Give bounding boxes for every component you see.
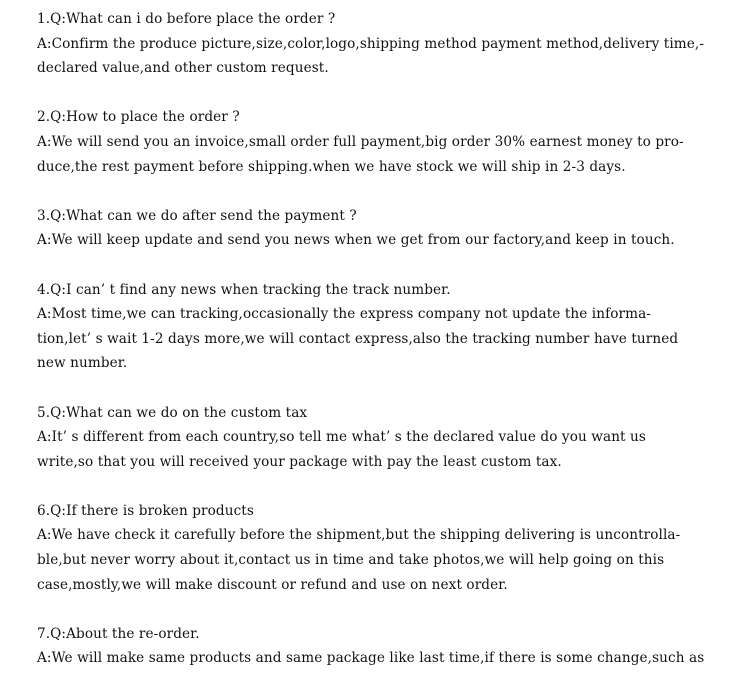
- faq-answer-line: A:It’ s different from each country,so tell me what’ s the declared value do you want us: [37, 429, 646, 446]
- faq-item-5: [37, 401, 717, 475]
- faq-answer-line: duce,the rest payment before shipping.when we have stock we will ship in 2-3 days.: [37, 158, 626, 175]
- faq-item-1: [37, 7, 717, 81]
- faq-item-7: [37, 622, 717, 671]
- faq-answer-line: A:We will send you an invoice,small order full payment,big order 30% earnest money to pro-: [37, 133, 684, 150]
- faq-answer-line: A:We have check it carefully before the shipment,but the shipping delivering is uncontrolla-: [37, 527, 681, 544]
- faq-item-2: [37, 105, 717, 179]
- faq-answer-line: tion,let’ s wait 1-2 days more,we will contact express,also the tracking number have turned: [37, 330, 679, 347]
- faq-answer-line: declared value,and other custom request.: [37, 60, 329, 77]
- faq-item-6: [37, 499, 717, 597]
- faq-question: 1.Q:What can i do before place the order ?: [37, 11, 336, 27]
- faq-answer-line: ble,but never worry about it,contact us in time and take photos,we will help going on this: [37, 552, 665, 569]
- faq-question: 5.Q:What can we do on the custom tax: [37, 404, 308, 421]
- faq-question: 2.Q:How to place the order ?: [37, 109, 240, 126]
- faq-list: [37, 7, 717, 696]
- faq-answer-line: A:We will keep update and send you news when we get from our factory,and keep in touch.: [37, 232, 675, 249]
- faq-question: 3.Q:What can we do after send the payment ?: [37, 207, 357, 224]
- faq-answer-line: write,so that you will received your package with pay the least custom tax.: [37, 453, 562, 470]
- faq-answer-line: new number.: [37, 355, 128, 372]
- faq-answer-line: A:We will make same products and same package like last time,if there is some change,such as: [37, 650, 705, 667]
- faq-question: 6.Q:If there is broken products: [37, 502, 254, 519]
- faq-item-4: [37, 278, 717, 376]
- faq-item-3: [37, 204, 717, 253]
- faq-question: 4.Q:I can’ t find any news when tracking the track number.: [37, 281, 451, 298]
- faq-answer-line: A:Most time,we can tracking,occasionally the express company not update the informa-: [37, 306, 652, 323]
- faq-question: 7.Q:About the re-order.: [37, 625, 200, 642]
- faq-answer-line: A:Confirm the produce picture,size,color,logo,shipping method payment method,delivery time,-: [37, 35, 705, 52]
- faq-answer-line: case,mostly,we will make discount or refund and use on next order.: [37, 576, 508, 593]
